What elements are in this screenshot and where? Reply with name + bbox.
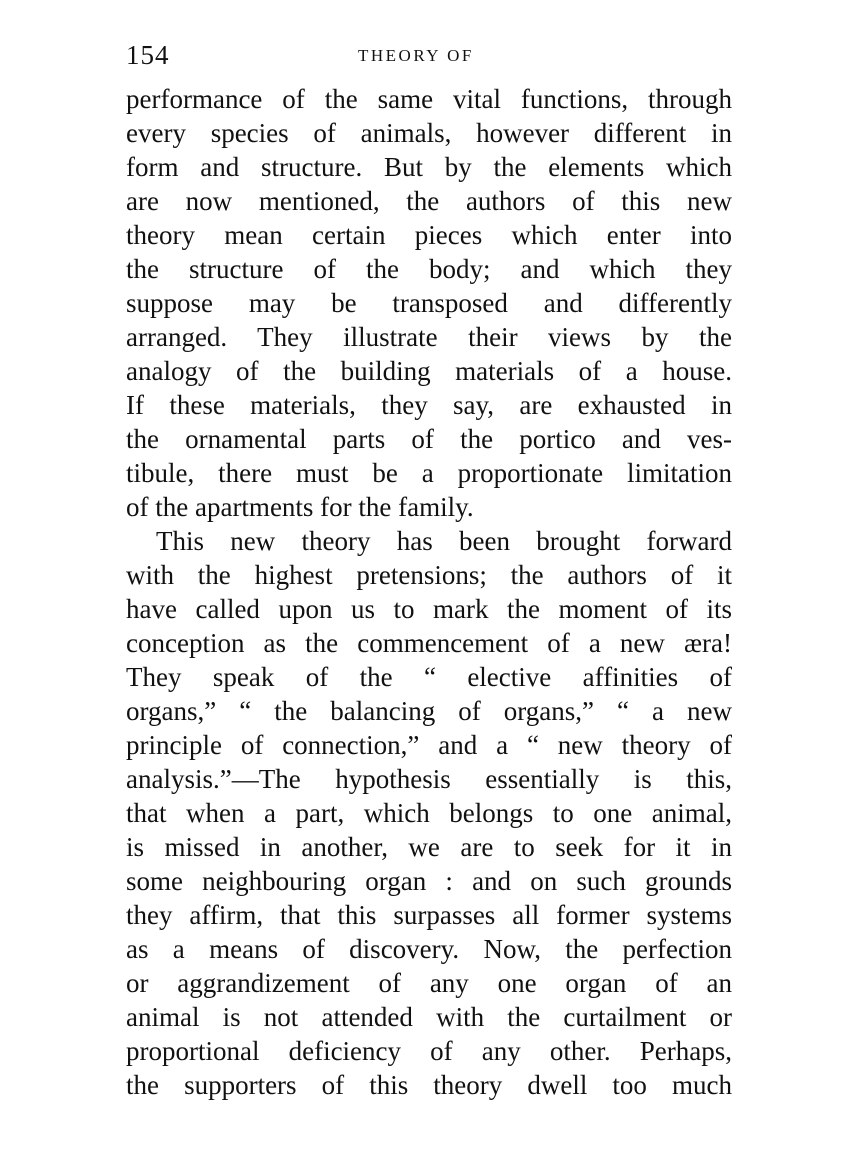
- text-line: animal is not attended with the curtailment or: [126, 1002, 732, 1032]
- text-line: the ornamental parts of the portico and ves-: [126, 424, 732, 454]
- text-line: arranged. They illustrate their views by the: [126, 322, 732, 352]
- text-line: have called upon us to mark the moment of its: [126, 594, 732, 624]
- text-line: the structure of the body; and which they: [126, 254, 732, 284]
- text-line: This new theory has been brought forward: [156, 526, 732, 556]
- text-line: tibule, there must be a proportionate limitation: [126, 458, 732, 488]
- page-header: [126, 40, 732, 70]
- text-line: form and structure. But by the elements which: [126, 152, 732, 182]
- text-line: of the apartments for the family.: [126, 492, 474, 522]
- text-line: they affirm, that this surpasses all former systems: [126, 900, 732, 930]
- text-line: principle of connection,” and a “ new theory of: [126, 730, 732, 760]
- text-line: is missed in another, we are to seek for it in: [126, 832, 732, 862]
- text-line: organs,” “ the balancing of organs,” “ a new: [126, 696, 732, 726]
- text-line: performance of the same vital functions, through: [126, 84, 732, 114]
- paragraph: [126, 82, 732, 524]
- text-line: some neighbouring organ : and on such grounds: [126, 866, 732, 896]
- text-line: are now mentioned, the authors of this new: [126, 186, 732, 216]
- text-line: suppose may be transposed and differently: [126, 288, 732, 318]
- text-line: theory mean certain pieces which enter into: [126, 220, 732, 250]
- text-line: or aggrandizement of any one organ of an: [126, 968, 732, 998]
- paragraph: [126, 524, 732, 1102]
- text-line: conception as the commencement of a new æra!: [126, 628, 732, 658]
- text-line: proportional deficiency of any other. Perhaps,: [126, 1036, 732, 1066]
- text-line: every species of animals, however different in: [126, 118, 732, 148]
- text-line: They speak of the “ elective affinities of: [126, 662, 732, 692]
- page-number: 154: [126, 40, 170, 70]
- text-line: with the highest pretensions; the authors of it: [126, 560, 732, 590]
- text-line: analogy of the building materials of a house.: [126, 356, 732, 386]
- text-line: as a means of discovery. Now, the perfection: [126, 934, 732, 964]
- running-title: THEORY OF: [358, 46, 474, 65]
- text-line: analysis.”—The hypothesis essentially is this,: [126, 764, 732, 794]
- text-line: that when a part, which belongs to one animal,: [126, 798, 732, 828]
- text-line: If these materials, they say, are exhausted in: [126, 390, 732, 420]
- body-text: [126, 82, 732, 1102]
- text-line: the supporters of this theory dwell too much: [126, 1070, 732, 1100]
